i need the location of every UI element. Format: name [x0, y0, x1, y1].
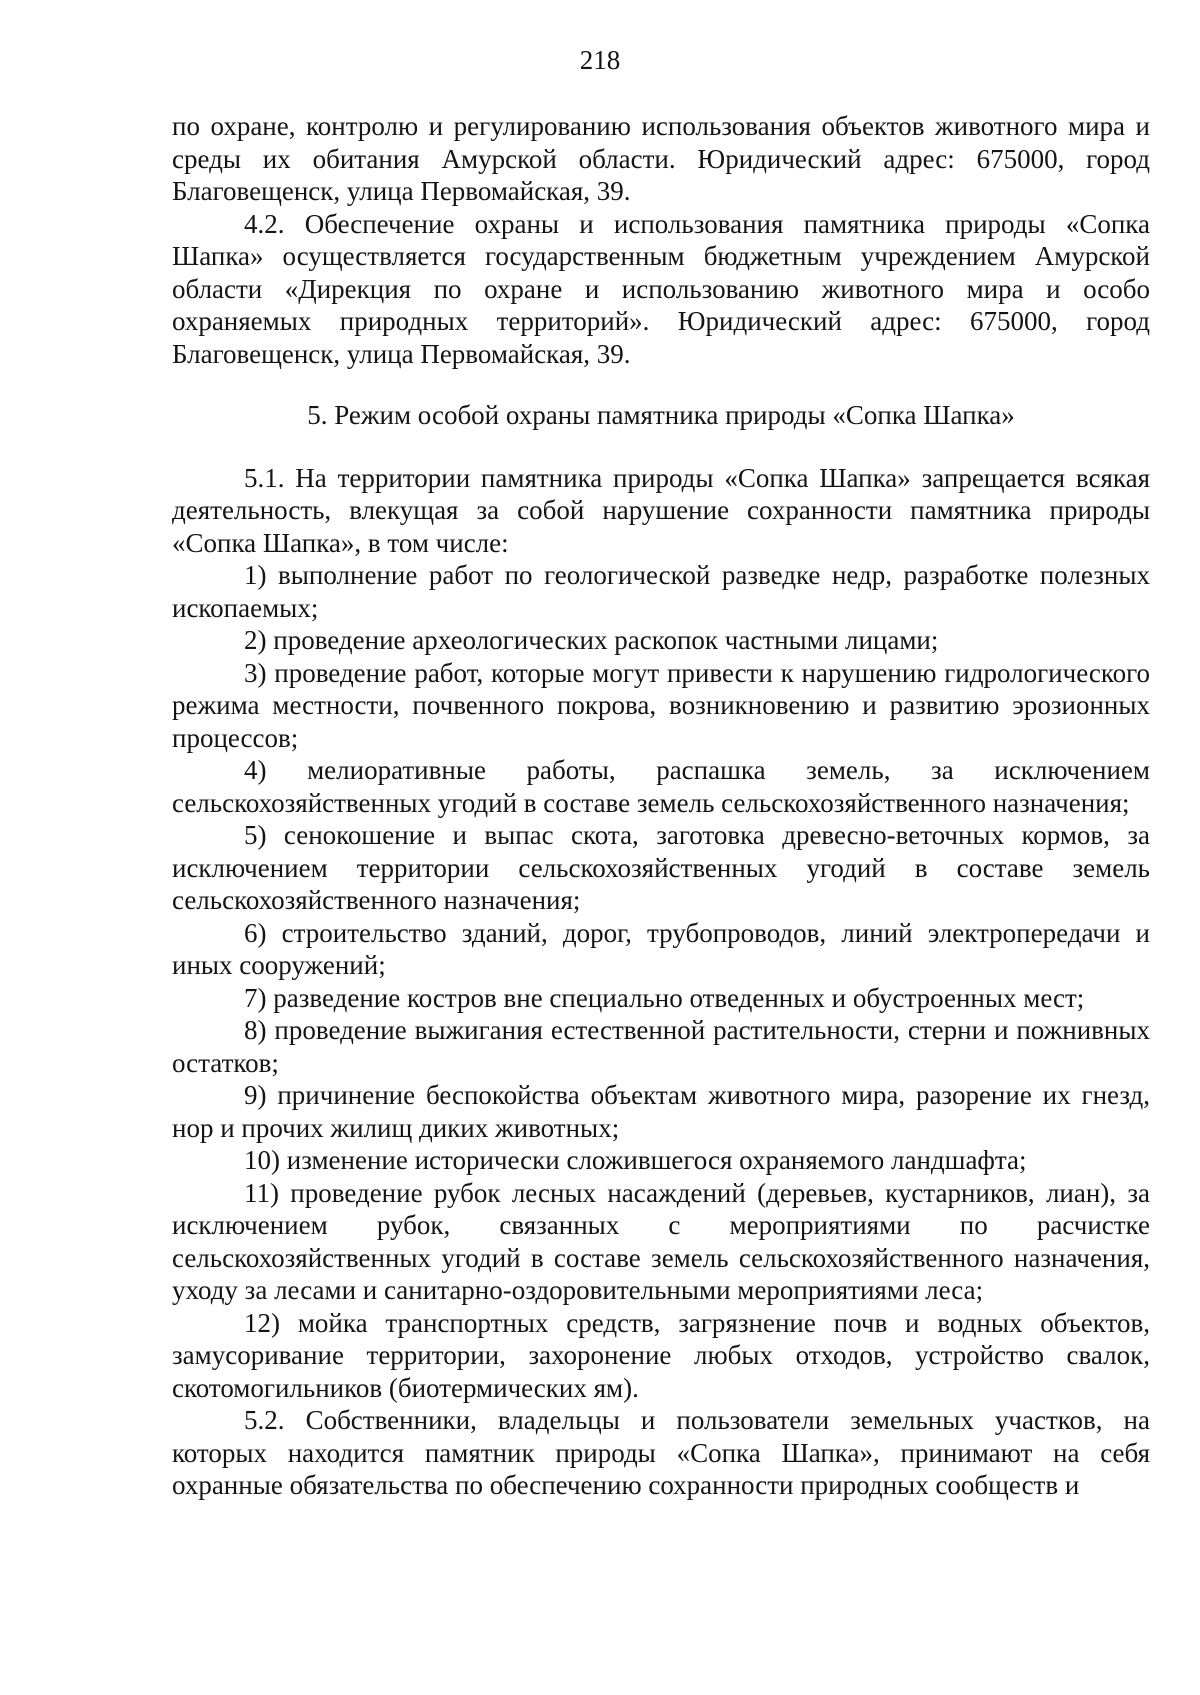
document-body: [172, 110, 1150, 1502]
paragraph-5-2: 5.2. Собственники, владельцы и пользователи земельных участков, на которых находится памятник природы «Сопка Шапка», принимают на себя охранные обязательства по обеспечению сохранности природных сообществ и: [172, 1405, 1150, 1500]
paragraph-4-2: 4.2. Обеспечение охраны и использования памятника природы «Сопка Шапка» осуществляется государственным бюджетным учреждением Амурской области «Дирекция по охране и использованию животного мира и особо охраняемых природных территорий». Юридический адрес: 675000, город Благовещенск, улица Первомайская, 39.: [172, 208, 1150, 369]
list-item-8: 8) проведение выжигания естественной растительности, стерни и пожнивных остатков;: [172, 1015, 1150, 1078]
paragraph-continuation: по охране, контролю и регулированию использования объектов животного мира и среды их обитания Амурской области. Юридический адрес: 675000, город Благовещенск, улица Первомайская, 39.: [172, 111, 1150, 206]
list-item-1: 1) выполнение работ по геологической разведке недр, разработке полезных ископаемых;: [172, 560, 1150, 623]
list-item-6: 6) строительство зданий, дорог, трубопроводов, линий электропередачи и иных сооружений;: [172, 917, 1150, 980]
list-item-9: 9) причинение беспокойства объектам животного мира, разорение их гнезд, нор и прочих жилищ диких животных;: [172, 1080, 1150, 1143]
list-item-11: 11) проведение рубок лесных насаждений (деревьев, кустарников, лиан), за исключением рубок, связанных с мероприятиями по расчистке сельскохозяйственных угодий в составе земель сельскохозяйственного назначения, уходу за лесами и санитарно-оздоровительными мероприятиями леса;: [172, 1177, 1150, 1305]
page-number: 218: [579, 45, 621, 75]
list-item-7: 7) разведение костров вне специально отведенных и обустроенных мест;: [244, 982, 1085, 1013]
section-heading-5: 5. Режим особой охраны памятника природы «Сопка Шапка»: [307, 400, 1015, 430]
list-item-10: 10) изменение исторически сложившегося охраняемого ландшафта;: [244, 1145, 1027, 1175]
paragraph-5-1: 5.1. На территории памятника природы «Сопка Шапка» запрещается всякая деятельность, влекущая за собой нарушение сохранности памятника природы «Сопка Шапка», в том числе:: [172, 462, 1150, 558]
list-item-4: 4) мелиоративные работы, распашка земель, за исключением сельскохозяйственных угодий в составе земель сельскохозяйственного назначения;: [172, 755, 1150, 818]
list-item-5: 5) сенокошение и выпас скота, заготовка древесно-веточных кормов, за исключением территории сельскохозяйственных угодий в составе земель сельскохозяйственного назначения;: [172, 820, 1150, 915]
list-item-12: 12) мойка транспортных средств, загрязнение почв и водных объектов, замусоривание территории, захоронение любых отходов, устройство свалок, скотомогильников (биотермических ям).: [172, 1307, 1150, 1403]
list-item-2: 2) проведение археологических раскопок частными лицами;: [244, 625, 939, 655]
list-item-3: 3) проведение работ, которые могут привести к нарушению гидрологического режима местности, почвенного покрова, возникновению и развитию эрозионных процессов;: [172, 657, 1150, 753]
